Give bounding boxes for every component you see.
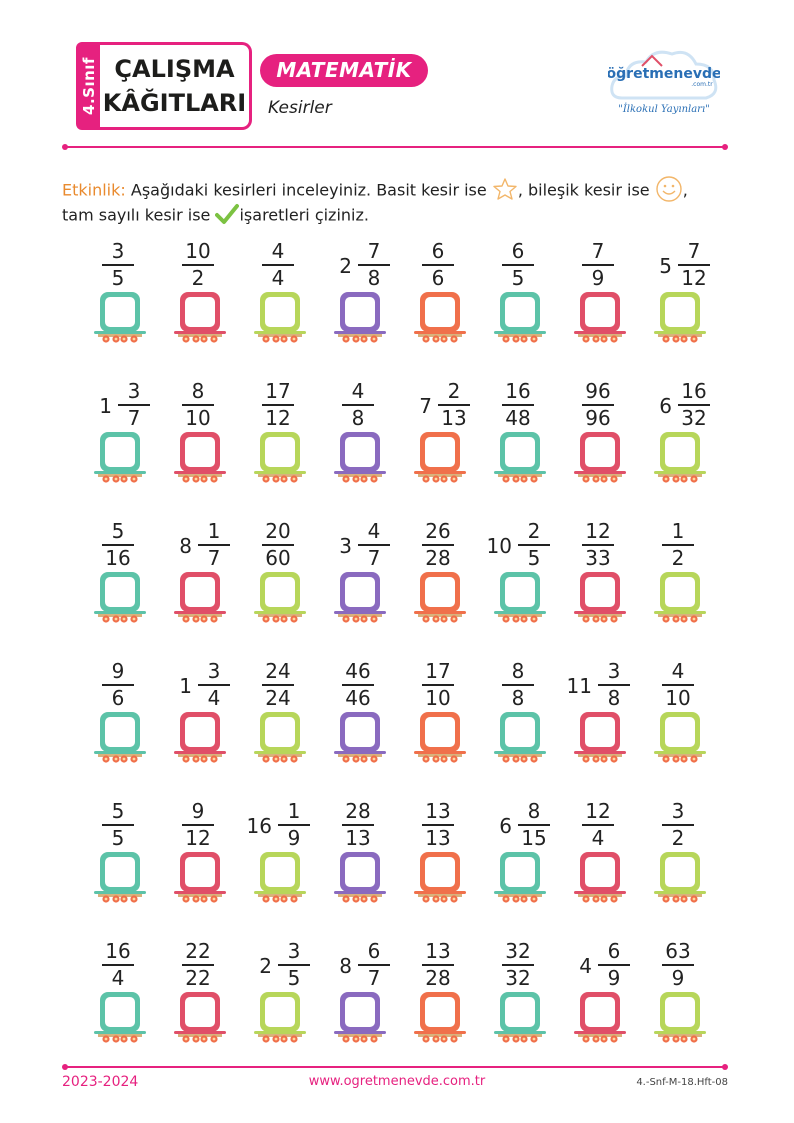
denominator: 4: [111, 966, 125, 990]
fraction-cell: [638, 936, 718, 1056]
mixed-fraction: [158, 660, 238, 710]
answer-box[interactable]: [332, 570, 388, 624]
fraction-cell: [638, 796, 718, 916]
instruction-text: işaretleri çiziniz.: [239, 205, 369, 225]
numerator: 8: [527, 799, 541, 823]
fraction-cell: [238, 796, 318, 916]
denominator: 12: [185, 826, 211, 850]
numerator: 46: [345, 659, 371, 683]
fraction-cell: [158, 656, 238, 776]
instruction-line-2: [62, 203, 369, 229]
fraction-cell: [398, 236, 478, 356]
whole-number: 8: [179, 534, 192, 558]
denominator: 28: [425, 546, 451, 570]
fraction: [238, 520, 318, 570]
numerator: 3: [207, 659, 221, 683]
answer-box[interactable]: [172, 850, 228, 904]
numerator: 7: [367, 239, 381, 263]
fraction-cell: [638, 656, 718, 776]
numerator: 5: [111, 799, 125, 823]
answer-box[interactable]: [492, 710, 548, 764]
answer-box[interactable]: [652, 710, 708, 764]
numerator: 3: [127, 379, 141, 403]
fraction-cell: [478, 516, 558, 636]
denominator: 4: [271, 266, 285, 290]
fraction: [238, 240, 318, 290]
denominator: 9: [591, 266, 605, 290]
numerator: 63: [665, 939, 691, 963]
divider-dot: [722, 1064, 728, 1070]
whole-number: 3: [339, 534, 352, 558]
numerator: 6: [511, 239, 525, 263]
activity-label: Etkinlik:: [62, 180, 126, 200]
denominator: 10: [185, 406, 211, 430]
fraction: [78, 240, 158, 290]
whole-number: 8: [339, 954, 352, 978]
mixed-fraction: [638, 240, 718, 290]
numerator: 3: [111, 239, 125, 263]
instruction-text: ,: [682, 180, 688, 200]
fraction: [78, 660, 158, 710]
numerator: 17: [265, 379, 291, 403]
fraction-cell: [238, 936, 318, 1056]
mixed-fraction: [238, 940, 318, 990]
fraction-cell: [78, 796, 158, 916]
fraction-cell: [478, 796, 558, 916]
numerator: 28: [345, 799, 371, 823]
denominator: 5: [111, 266, 125, 290]
numerator: 12: [585, 519, 611, 543]
answer-box[interactable]: [92, 710, 148, 764]
fraction: [478, 940, 558, 990]
numerator: 12: [585, 799, 611, 823]
logo-text: öğretmenevde: [608, 66, 720, 82]
numerator: 17: [425, 659, 451, 683]
whole-number: 2: [339, 254, 352, 278]
logo-tagline: "İlkokul Yayınları": [618, 104, 710, 115]
answer-box[interactable]: [412, 710, 468, 764]
fraction: [478, 660, 558, 710]
answer-box[interactable]: [332, 290, 388, 344]
denominator: 2: [191, 266, 205, 290]
answer-box[interactable]: [652, 290, 708, 344]
whole-number: 6: [659, 394, 672, 418]
worksheet-title-box: [100, 42, 252, 130]
answer-box[interactable]: [652, 850, 708, 904]
denominator: 12: [265, 406, 291, 430]
fraction-cell: [158, 796, 238, 916]
fraction-cell: [318, 236, 398, 356]
fraction-cell: [78, 516, 158, 636]
fraction: [558, 240, 638, 290]
numerator: 7: [591, 239, 605, 263]
fraction: [398, 800, 478, 850]
numerator: 6: [431, 239, 445, 263]
fraction: [78, 520, 158, 570]
answer-box[interactable]: [652, 430, 708, 484]
star-icon: [492, 177, 518, 205]
denominator: 10: [665, 686, 691, 710]
publisher-logo: [608, 42, 720, 122]
numerator: 3: [607, 659, 621, 683]
fraction: [638, 940, 718, 990]
fraction: [558, 380, 638, 430]
answer-box[interactable]: [252, 990, 308, 1044]
instruction-text: Aşağıdaki kesirleri inceleyiniz. Basit kesir ise: [130, 180, 487, 200]
numerator: 6: [367, 939, 381, 963]
title-line-2: KÂĞITLARI: [102, 89, 247, 117]
fraction: [158, 240, 238, 290]
fraction: [638, 520, 718, 570]
footer-year: 2023-2024: [62, 1074, 139, 1090]
answer-box[interactable]: [572, 570, 628, 624]
answer-box[interactable]: [412, 990, 468, 1044]
fraction-cell: [558, 796, 638, 916]
fraction-cell: [478, 656, 558, 776]
fraction: [398, 660, 478, 710]
whole-number: 11: [566, 674, 592, 698]
answer-box[interactable]: [652, 990, 708, 1044]
header-divider: [66, 146, 724, 148]
answer-box[interactable]: [412, 570, 468, 624]
fraction: [398, 520, 478, 570]
numerator: 2: [447, 379, 461, 403]
fraction-cell: [398, 796, 478, 916]
denominator: 9: [287, 826, 301, 850]
fraction-grid: [78, 236, 718, 1056]
numerator: 22: [185, 939, 211, 963]
denominator: 60: [265, 546, 291, 570]
divider-dot: [62, 1064, 68, 1070]
fraction-cell: [78, 656, 158, 776]
fraction-cell: [398, 376, 478, 496]
answer-box[interactable]: [572, 290, 628, 344]
denominator: 46: [345, 686, 371, 710]
mixed-fraction: [158, 520, 238, 570]
fraction-cell: [318, 376, 398, 496]
numerator: 26: [425, 519, 451, 543]
denominator: 5: [287, 966, 301, 990]
divider-dot: [722, 144, 728, 150]
fraction: [318, 380, 398, 430]
topic-label: Kesirler: [268, 98, 332, 118]
denominator: 2: [671, 826, 685, 850]
fraction-cell: [398, 516, 478, 636]
denominator: 8: [607, 686, 621, 710]
answer-box[interactable]: [92, 570, 148, 624]
denominator: 10: [425, 686, 451, 710]
fraction-cell: [558, 936, 638, 1056]
numerator: 4: [671, 659, 685, 683]
fraction-cell: [78, 936, 158, 1056]
numerator: 2: [527, 519, 541, 543]
answer-box[interactable]: [572, 990, 628, 1044]
numerator: 8: [511, 659, 525, 683]
denominator: 2: [671, 546, 685, 570]
numerator: 3: [287, 939, 301, 963]
mixed-fraction: [558, 660, 638, 710]
numerator: 16: [505, 379, 531, 403]
fraction: [558, 800, 638, 850]
numerator: 8: [191, 379, 205, 403]
fraction-cell: [318, 516, 398, 636]
fraction-cell: [158, 236, 238, 356]
numerator: 6: [607, 939, 621, 963]
numerator: 5: [111, 519, 125, 543]
numerator: 4: [351, 379, 365, 403]
answer-box[interactable]: [252, 850, 308, 904]
answer-box[interactable]: [252, 710, 308, 764]
fraction: [238, 660, 318, 710]
denominator: 24: [265, 686, 291, 710]
answer-box[interactable]: [172, 990, 228, 1044]
numerator: 4: [367, 519, 381, 543]
fraction: [318, 800, 398, 850]
fraction: [158, 940, 238, 990]
answer-box[interactable]: [172, 290, 228, 344]
numerator: 16: [681, 379, 707, 403]
mixed-fraction: [478, 520, 558, 570]
whole-number: 7: [419, 394, 432, 418]
whole-number: 5: [659, 254, 672, 278]
answer-box[interactable]: [92, 430, 148, 484]
fraction: [558, 520, 638, 570]
mixed-fraction: [318, 940, 398, 990]
numerator: 4: [271, 239, 285, 263]
answer-box[interactable]: [492, 290, 548, 344]
numerator: 13: [425, 799, 451, 823]
denominator: 7: [367, 966, 381, 990]
whole-number: 1: [179, 674, 192, 698]
numerator: 1: [207, 519, 221, 543]
answer-box[interactable]: [332, 710, 388, 764]
instruction-text: tam sayılı kesir ise: [62, 205, 211, 225]
numerator: 3: [671, 799, 685, 823]
denominator: 15: [521, 826, 547, 850]
answer-box[interactable]: [652, 570, 708, 624]
fraction-cell: [558, 236, 638, 356]
fraction: [478, 240, 558, 290]
whole-number: 4: [579, 954, 592, 978]
fraction-cell: [318, 936, 398, 1056]
denominator: 8: [367, 266, 381, 290]
answer-box[interactable]: [252, 430, 308, 484]
fraction-cell: [158, 516, 238, 636]
answer-box[interactable]: [492, 430, 548, 484]
mixed-fraction: [78, 380, 158, 430]
answer-box[interactable]: [92, 850, 148, 904]
numerator: 20: [265, 519, 291, 543]
mixed-fraction: [558, 940, 638, 990]
fraction: [158, 380, 238, 430]
denominator: 9: [607, 966, 621, 990]
fraction: [78, 940, 158, 990]
answer-box[interactable]: [92, 290, 148, 344]
denominator: 6: [431, 266, 445, 290]
numerator: 9: [191, 799, 205, 823]
answer-box[interactable]: [572, 710, 628, 764]
answer-box[interactable]: [252, 570, 308, 624]
answer-box[interactable]: [172, 570, 228, 624]
fraction-cell: [158, 936, 238, 1056]
numerator: 1: [671, 519, 685, 543]
answer-box[interactable]: [572, 430, 628, 484]
smiley-icon: [655, 175, 683, 207]
answer-box[interactable]: [412, 850, 468, 904]
denominator: 6: [111, 686, 125, 710]
fraction: [398, 940, 478, 990]
numerator: 16: [105, 939, 131, 963]
denominator: 33: [585, 546, 611, 570]
denominator: 13: [441, 406, 467, 430]
mixed-fraction: [238, 800, 318, 850]
answer-box[interactable]: [332, 850, 388, 904]
numerator: 13: [425, 939, 451, 963]
denominator: 13: [425, 826, 451, 850]
denominator: 7: [207, 546, 221, 570]
numerator: 24: [265, 659, 291, 683]
answer-box[interactable]: [172, 430, 228, 484]
whole-number: 16: [246, 814, 272, 838]
mixed-fraction: [478, 800, 558, 850]
answer-box[interactable]: [172, 710, 228, 764]
fraction-cell: [398, 656, 478, 776]
mixed-fraction: [398, 380, 478, 430]
instruction-text: , bileşik kesir ise: [517, 180, 650, 200]
answer-box[interactable]: [92, 990, 148, 1044]
checkmark-icon: [215, 203, 239, 229]
fraction-cell: [318, 656, 398, 776]
fraction: [318, 660, 398, 710]
whole-number: 10: [486, 534, 512, 558]
fraction-cell: [78, 236, 158, 356]
denominator: 22: [185, 966, 211, 990]
fraction-cell: [558, 376, 638, 496]
answer-box[interactable]: [492, 990, 548, 1044]
answer-box[interactable]: [412, 290, 468, 344]
fraction-cell: [478, 236, 558, 356]
divider-dot: [62, 144, 68, 150]
title-line-1: ÇALIŞMA: [114, 55, 235, 83]
whole-number: 6: [499, 814, 512, 838]
footer-url[interactable]: www.ogretmenevde.com.tr: [308, 1074, 486, 1089]
fraction-cell: [238, 376, 318, 496]
numerator: 96: [585, 379, 611, 403]
grade-tab: [76, 42, 102, 130]
fraction-cell: [158, 376, 238, 496]
numerator: 1: [287, 799, 301, 823]
answer-box[interactable]: [492, 570, 548, 624]
denominator: 12: [681, 266, 707, 290]
fraction-cell: [238, 236, 318, 356]
numerator: 10: [185, 239, 211, 263]
denominator: 5: [527, 546, 541, 570]
denominator: 9: [671, 966, 685, 990]
denominator: 7: [127, 406, 141, 430]
answer-box[interactable]: [332, 430, 388, 484]
denominator: 8: [511, 686, 525, 710]
numerator: 7: [687, 239, 701, 263]
footer-divider: [66, 1066, 724, 1068]
denominator: 32: [681, 406, 707, 430]
denominator: 48: [505, 406, 531, 430]
denominator: 5: [111, 826, 125, 850]
footer-code: 4.-Snf-M-18.Hft-08: [636, 1077, 728, 1088]
fraction: [638, 800, 718, 850]
denominator: 32: [505, 966, 531, 990]
answer-box[interactable]: [332, 990, 388, 1044]
answer-box[interactable]: [492, 850, 548, 904]
fraction-cell: [638, 516, 718, 636]
fraction-cell: [238, 656, 318, 776]
fraction: [478, 380, 558, 430]
fraction-cell: [398, 936, 478, 1056]
fraction: [398, 240, 478, 290]
whole-number: 2: [259, 954, 272, 978]
grade-label: 4.Sınıf: [80, 57, 98, 115]
fraction: [638, 660, 718, 710]
fraction-cell: [558, 656, 638, 776]
fraction: [158, 800, 238, 850]
fraction: [238, 380, 318, 430]
mixed-fraction: [318, 520, 398, 570]
fraction-cell: [318, 796, 398, 916]
fraction-cell: [638, 376, 718, 496]
denominator: 4: [207, 686, 221, 710]
logo-domain: .com.tr: [691, 81, 713, 88]
fraction-cell: [638, 236, 718, 356]
denominator: 7: [367, 546, 381, 570]
fraction-cell: [478, 936, 558, 1056]
fraction-cell: [238, 516, 318, 636]
denominator: 5: [511, 266, 525, 290]
numerator: 9: [111, 659, 125, 683]
denominator: 96: [585, 406, 611, 430]
subject-badge: MATEMATİK: [260, 54, 428, 87]
denominator: 28: [425, 966, 451, 990]
numerator: 32: [505, 939, 531, 963]
answer-box[interactable]: [252, 290, 308, 344]
denominator: 4: [591, 826, 605, 850]
fraction-cell: [558, 516, 638, 636]
fraction-cell: [78, 376, 158, 496]
mixed-fraction: [638, 380, 718, 430]
fraction: [78, 800, 158, 850]
denominator: 8: [351, 406, 365, 430]
fraction-cell: [478, 376, 558, 496]
denominator: 16: [105, 546, 131, 570]
answer-box[interactable]: [572, 850, 628, 904]
whole-number: 1: [99, 394, 112, 418]
denominator: 13: [345, 826, 371, 850]
mixed-fraction: [318, 240, 398, 290]
answer-box[interactable]: [412, 430, 468, 484]
